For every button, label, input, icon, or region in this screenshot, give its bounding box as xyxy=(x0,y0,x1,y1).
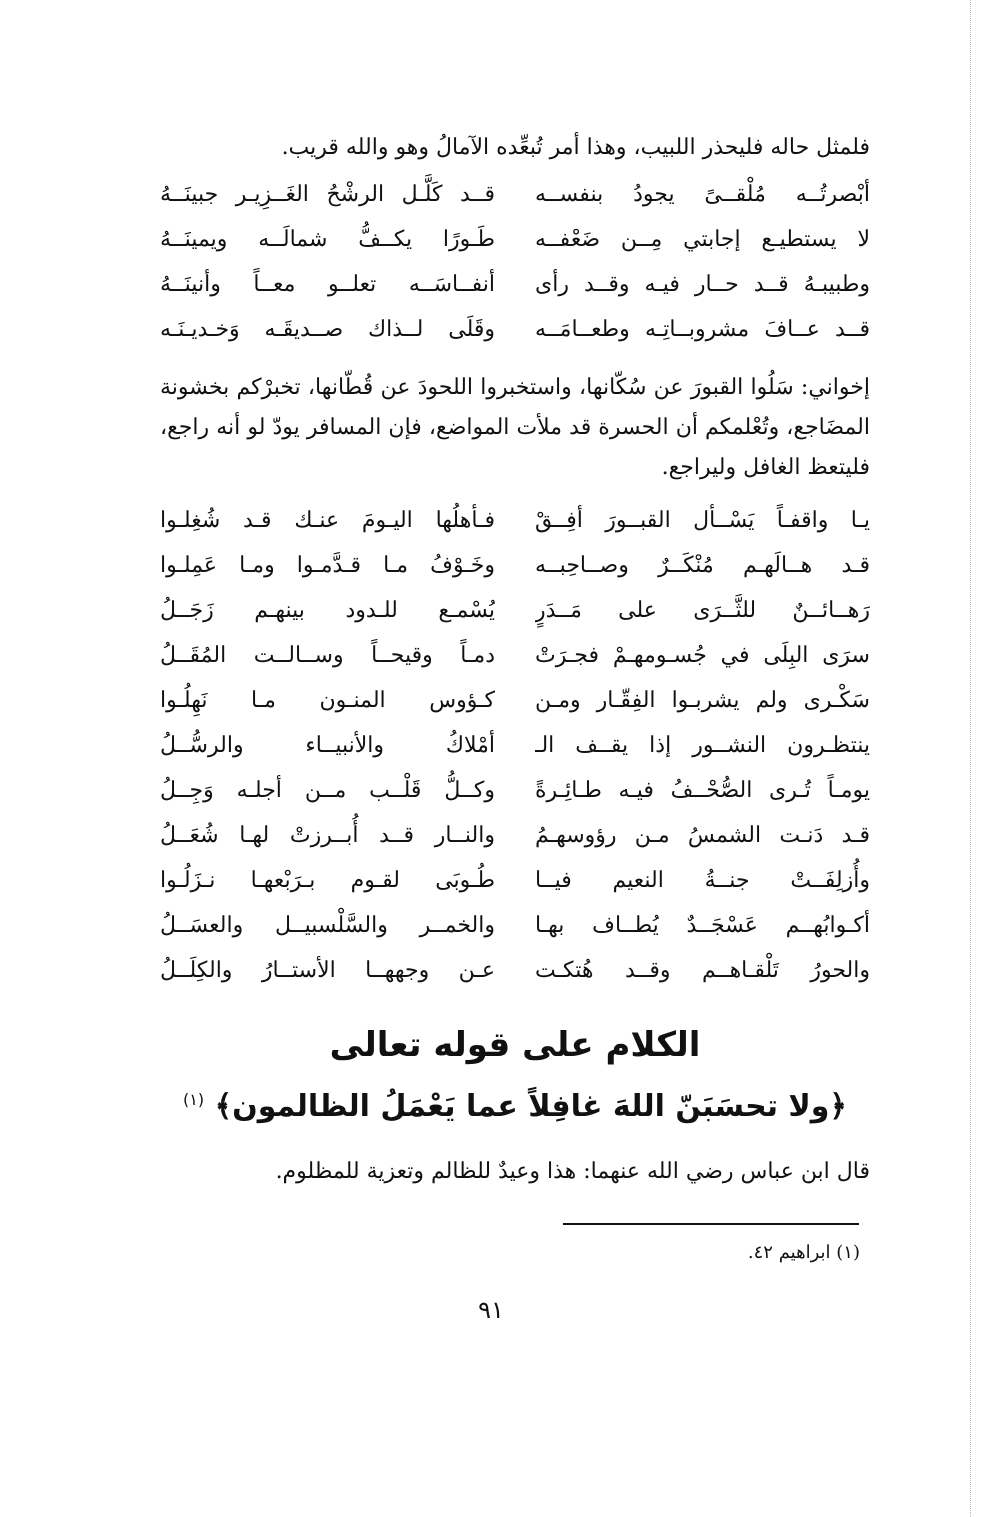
verse-second-hemistich: فـأهلُها اليـومَ عنـك قـد شُغِلـوا xyxy=(160,508,495,533)
verse-row xyxy=(160,948,870,993)
verse-row xyxy=(160,858,870,903)
verse-second-hemistich: وخَـوْفُ مـا قـدَّمـوا ومـا عَمِلـوا xyxy=(160,553,495,578)
verse-row xyxy=(160,307,870,352)
verse-second-hemistich: أنفــاسَــه تعلــو معــاً وأنينَــهُ xyxy=(160,272,495,297)
verse-first-hemistich: وأُزلِفَــتْ جنــةُ النعيم فيــا xyxy=(535,868,870,893)
verse-row xyxy=(160,633,870,678)
verse-second-hemistich: عـن وجههــا الأستــارُ والكِلَــلُ xyxy=(160,958,495,983)
verse-row xyxy=(160,723,870,768)
verse-row xyxy=(160,498,870,543)
verse-first-hemistich: ينتظـرون النشــور إذا يقــف الـ xyxy=(535,733,870,758)
verse-second-hemistich: يُسْمـع للـدود بينهـم زَجَــلُ xyxy=(160,598,495,623)
verse-row xyxy=(160,768,870,813)
verse-first-hemistich: يومـاً تُـرى الصُّحْــفُ فيـه طـائِـرةً xyxy=(535,778,870,803)
verse-row xyxy=(160,588,870,633)
verse-first-hemistich: والحورُ تَلْقـاهــم وقــد هُتكـت xyxy=(535,958,870,983)
verse-first-hemistich: قـد هــالَهـم مُنْكَــرٌ وصــاحِبــه xyxy=(535,553,870,578)
verse-first-hemistich: لا يستطيـع إجابتي مِــن ضَعْفــه xyxy=(535,227,870,252)
verse-row xyxy=(160,678,870,723)
verse-second-hemistich: طُـوبَى لقـوم بـرَبْعهـا نـزَلُـوا xyxy=(160,868,495,893)
verse-second-hemistich: دمـاً وقيحــاً وســالــت المُقَــلُ xyxy=(160,643,495,668)
verse-first-hemistich: سرَى البِلَى في جُسـومهـمْ فجـرَتْ xyxy=(535,643,870,668)
poem-one xyxy=(160,172,870,352)
verse-second-hemistich: أمْلاكُ والأنبيــاء والرسُّــلُ xyxy=(160,733,495,758)
verse-first-hemistich: وطبيبـهُ قــد حــار فيـه وقــد رأى xyxy=(535,272,870,297)
verse-row xyxy=(160,813,870,858)
verse-first-hemistich: رَهــائــنٌ للثَّــرَى على مَــدَرٍ xyxy=(535,598,870,623)
verse-first-hemistich: أكـوابُهــم عَسْجَــدٌ يُطــاف بهـا xyxy=(535,913,870,938)
verse-second-hemistich: وقَلَى لــذاك صــديقَـه وَخـديـنَـه xyxy=(160,317,495,342)
verse-row xyxy=(160,903,870,948)
verse-second-hemistich: والنــار قــد أُبــرزتْ لهـا شُعَــلُ xyxy=(160,823,495,848)
footnote: (١) ابراهيم ٤٢. xyxy=(747,1242,860,1263)
verse-first-hemistich: يـا واقفـاً يَسْــأل القبــورَ أفِــقْ xyxy=(535,508,870,533)
verse-row xyxy=(160,262,870,307)
verse-second-hemistich: والخمــر والسَّلْسبيــل والعسَــلُ xyxy=(160,913,495,938)
verse-second-hemistich: كـؤوس المنـون مـا نَهِلُـوا xyxy=(160,688,495,713)
verse-heading xyxy=(160,1075,870,1132)
closing-line: قال ابن عباس رضي الله عنهما: هذا وعيدٌ للظالم وتعزية للمظلوم. xyxy=(275,1159,870,1184)
intro-line: فلمثل حاله فليحذر اللبيب، وهذا أمر تُبعِّده الآمالُ وهو والله قريب. xyxy=(281,135,870,160)
verse-first-hemistich: أبْصرتُــه مُلْقــىً يجودُ بنفســه xyxy=(535,182,870,207)
quran-verse-text: ﴿ولا تحسَبَنّ اللهَ غافِلاً عما يَعْمَلُ الظالمون﴾ xyxy=(214,1089,847,1124)
page-edge-line xyxy=(970,0,971,1517)
verse-second-hemistich: طَـورًا يكــفُّ شمالَــه ويمينَــهُ xyxy=(160,227,495,252)
verse-first-hemistich: قـد دَنـت الشمسُ مـن رؤوسهـمُ xyxy=(535,823,870,848)
section-heading: الكلام على قوله تعالى xyxy=(329,1025,701,1065)
verse-second-hemistich: قــد كَلَّـل الرشْحُ الغَــزِيـر جبينَــهُ xyxy=(160,182,495,207)
page-number: ٩١ xyxy=(478,1296,504,1324)
verse-row xyxy=(160,172,870,217)
poem-two xyxy=(160,498,870,993)
verse-first-hemistich: قــد عــافَ مشروبــاتِـه وطعــامَــه xyxy=(535,317,870,342)
footnote-marker: (١) xyxy=(183,1090,205,1109)
verse-row xyxy=(160,217,870,262)
footnote-rule xyxy=(563,1223,859,1225)
verse-first-hemistich: سَكْـرى ولم يشربـوا الفِقّـار ومـن xyxy=(535,688,870,713)
verse-row xyxy=(160,543,870,588)
verse-second-hemistich: وكــلُّ قَلْــب مــن أجلـه وَجِــلُ xyxy=(160,778,495,803)
exhortation-paragraph: إخواني: سَلُوا القبورَ عن سُكّانها، واستخبروا اللحودَ عن قُطّانها، تخبرْكم بخشونة المضَاجع، وتُعْلمكم أن الحسرة قد ملأت المواضع، فإن المسافر يودّ لو أنه راجع، فليتعظ الغافل وليراجع. xyxy=(160,375,870,480)
